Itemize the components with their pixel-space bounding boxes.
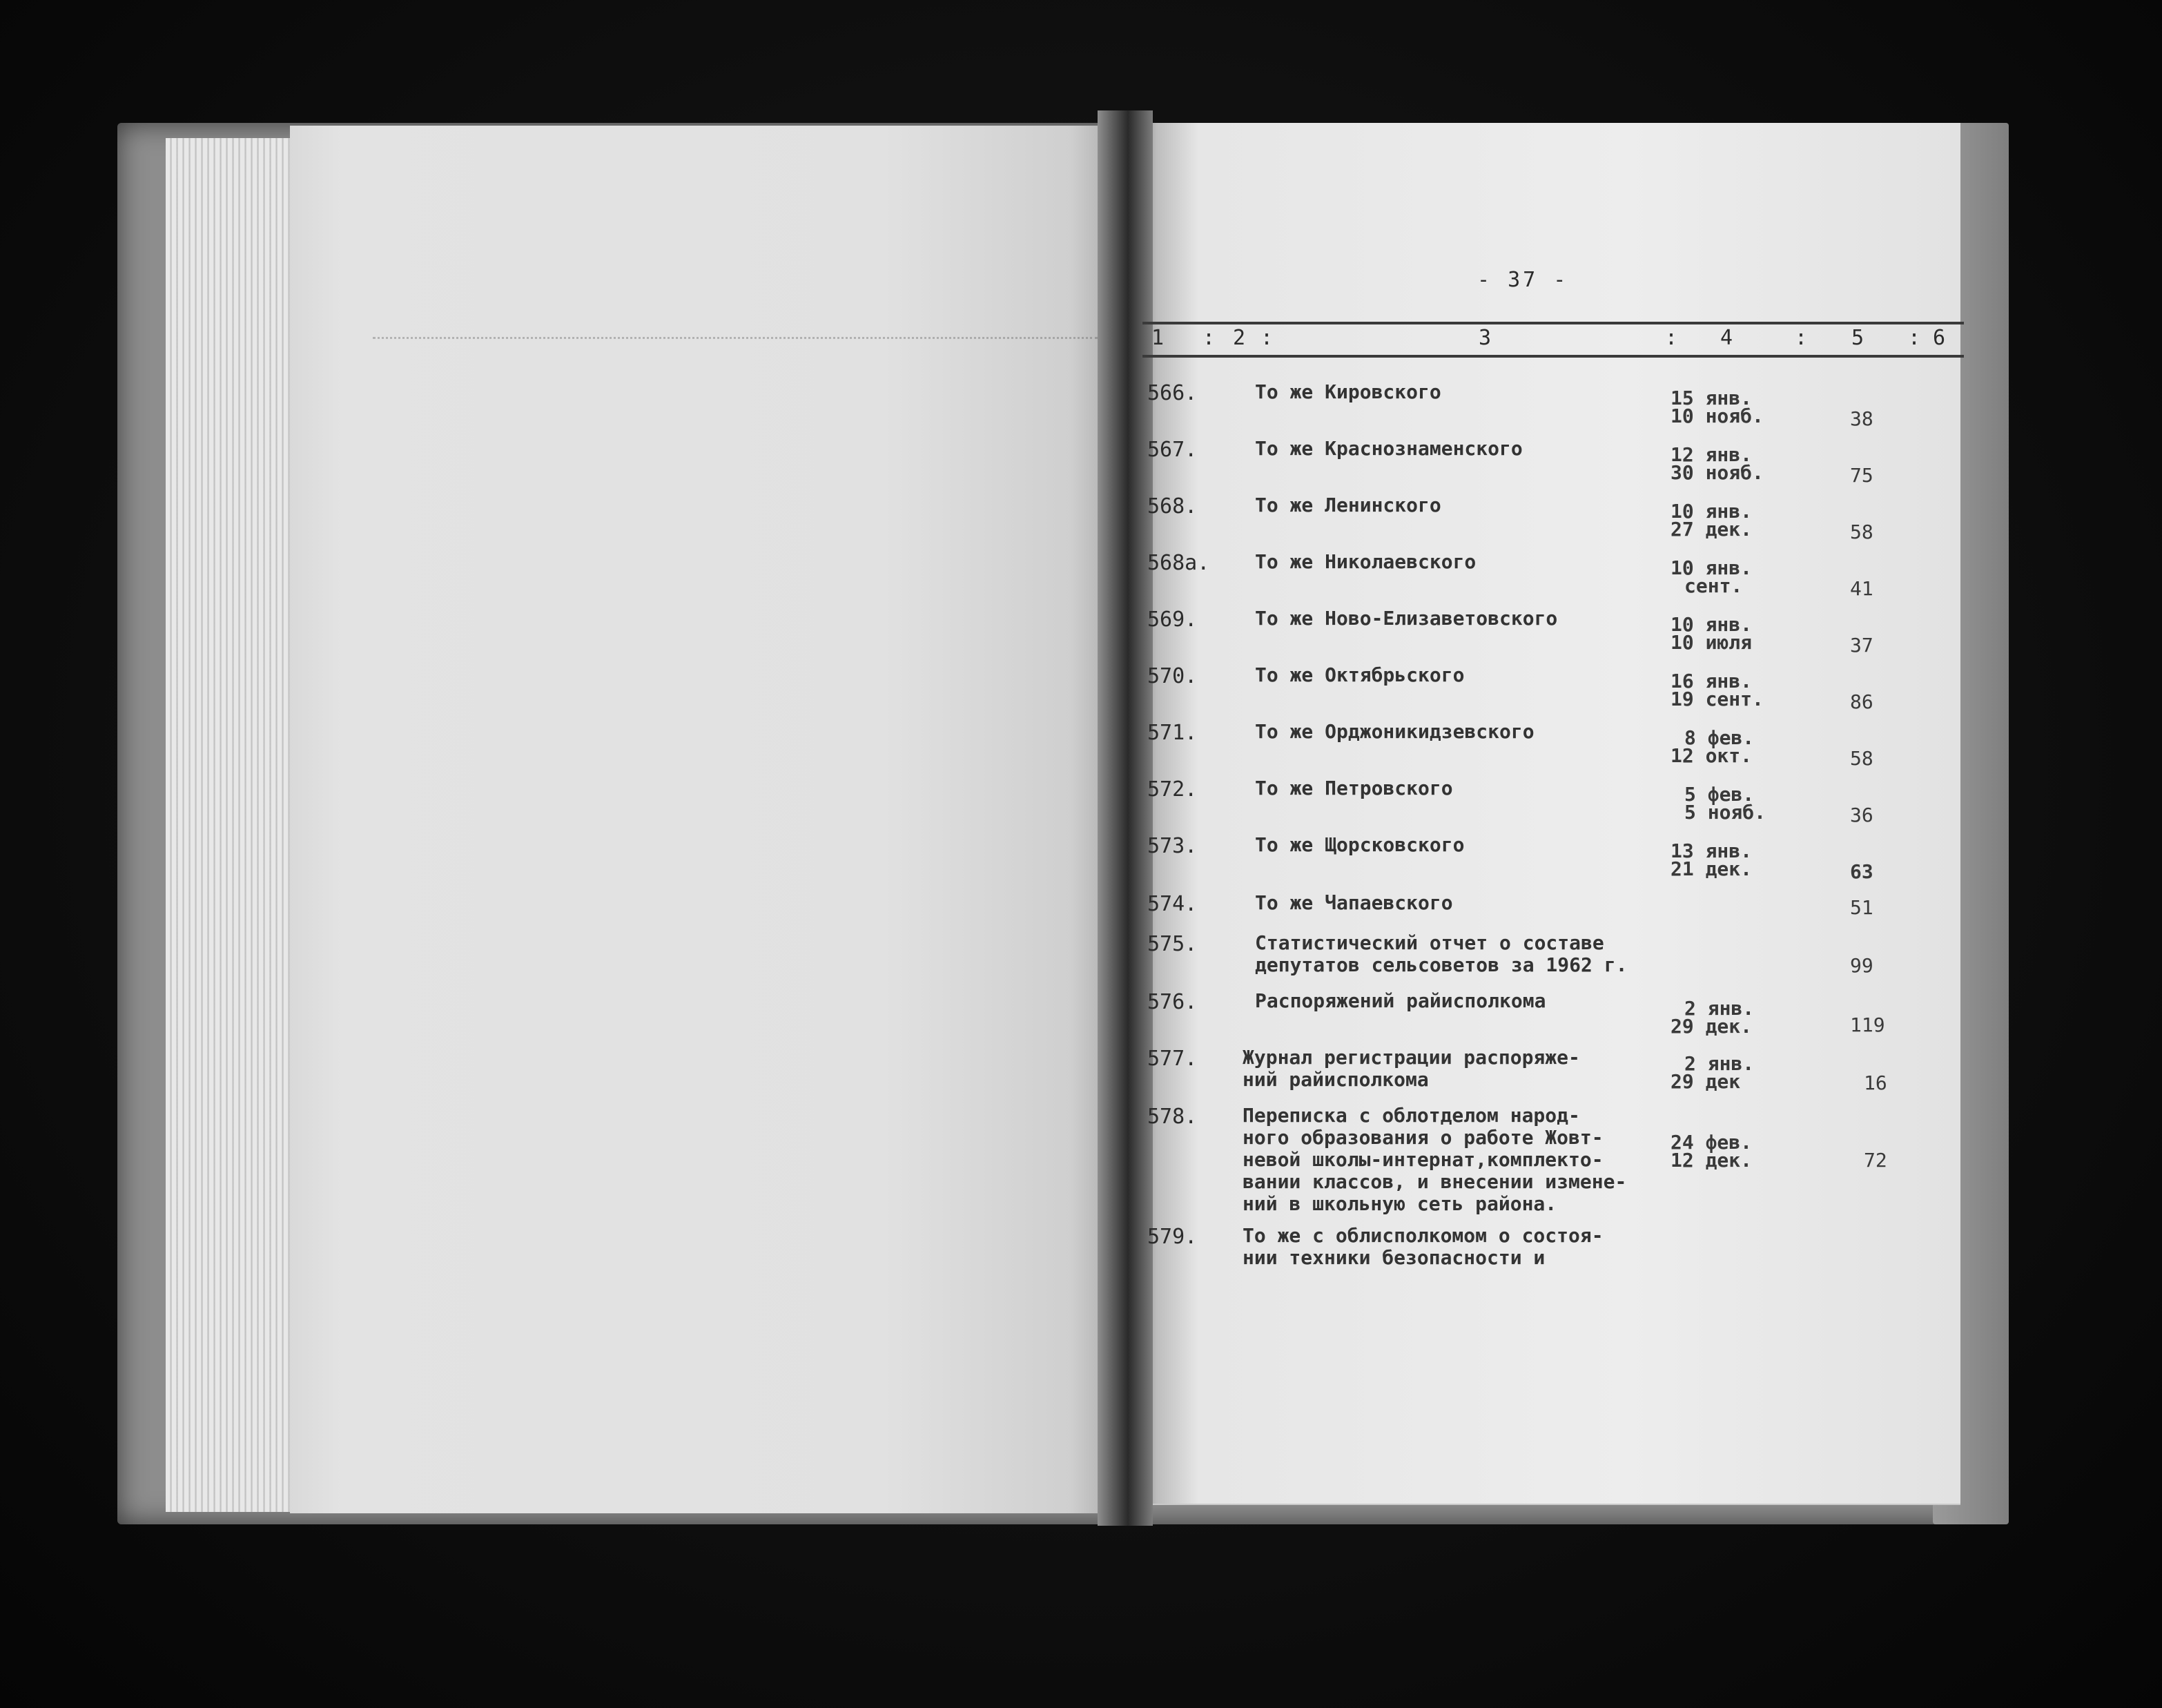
row-date-start: 24 фев. — [1671, 1131, 1753, 1154]
col-head-1: 1 — [1151, 326, 1165, 350]
row-sheet-count: 63 — [1850, 860, 1873, 883]
row-sheet-count: 16 — [1864, 1071, 1887, 1094]
row-number: 571. — [1147, 721, 1198, 745]
row-description: То же Орджоникидзевского — [1255, 720, 1535, 743]
row-date-end: 29 дек. — [1671, 1015, 1753, 1038]
row-number: 576. — [1147, 990, 1198, 1014]
row-date-end: 27 дек. — [1671, 518, 1753, 541]
row-date-end: 12 окт. — [1671, 744, 1753, 767]
row-description: Журнал регистрации распоряже- ний райисполкома — [1243, 1046, 1580, 1091]
row-date-end: сент. — [1684, 574, 1743, 597]
header-top-rule — [1142, 322, 1964, 324]
row-date-start: 8 фев. — [1684, 726, 1755, 749]
row-number: 574. — [1147, 892, 1198, 916]
row-number: 573. — [1147, 834, 1198, 858]
col-head-6: 6 — [1933, 326, 1946, 350]
row-date-end: 10 июля — [1671, 631, 1753, 654]
col-head-5: 5 — [1851, 326, 1864, 350]
row-number: 579. — [1147, 1225, 1198, 1249]
row-description: То же Ленинского — [1255, 494, 1441, 516]
col-head-sep: : — [1665, 326, 1678, 350]
row-description: То же Петровского — [1255, 777, 1453, 799]
row-date-start: 16 янв. — [1671, 670, 1753, 692]
row-number: 568. — [1147, 494, 1198, 518]
row-description: То же Чапаевского — [1255, 891, 1453, 914]
row-date-start: 12 янв. — [1671, 443, 1753, 466]
col-head-sep: : — [1202, 326, 1216, 350]
row-description: То же Кировского — [1255, 380, 1441, 403]
col-head-sep: : — [1795, 326, 1808, 350]
row-date-start: 10 янв. — [1671, 613, 1753, 636]
row-number: 578. — [1147, 1105, 1198, 1129]
row-sheet-count: 75 — [1850, 464, 1873, 487]
row-number: 569. — [1147, 608, 1198, 632]
row-number: 572. — [1147, 777, 1198, 802]
row-number: 566. — [1147, 381, 1198, 405]
row-date-end: 29 дек — [1671, 1070, 1741, 1093]
row-description: То же с облисполкомом о состоя- нии техники безопасности и — [1243, 1224, 1604, 1269]
row-sheet-count: 119 — [1850, 1013, 1885, 1036]
row-sheet-count: 72 — [1864, 1149, 1887, 1172]
row-description: Распоряжений райисполкома — [1255, 989, 1546, 1012]
row-sheet-count: 86 — [1850, 690, 1873, 713]
col-head-4: 4 — [1720, 326, 1733, 350]
row-date-end: 21 дек. — [1671, 857, 1753, 880]
row-date-end: 5 нояб. — [1684, 801, 1766, 824]
row-number: 568а. — [1147, 551, 1210, 575]
row-sheet-count: 99 — [1850, 954, 1873, 977]
row-number: 570. — [1147, 664, 1198, 688]
row-number: 577. — [1147, 1047, 1198, 1071]
row-sheet-count: 58 — [1850, 521, 1873, 543]
header-bottom-rule — [1142, 355, 1964, 358]
row-sheet-count: 51 — [1850, 896, 1873, 919]
row-date-start: 13 янв. — [1671, 840, 1753, 862]
row-sheet-count: 58 — [1850, 747, 1873, 770]
row-date-start: 15 янв. — [1671, 387, 1753, 409]
row-number: 567. — [1147, 438, 1198, 462]
row-date-start: 10 янв. — [1671, 500, 1753, 523]
col-head-2: 2 — [1233, 326, 1246, 350]
row-sheet-count: 36 — [1850, 804, 1873, 826]
row-description: Статистический отчет о составе депутатов сельсоветов за 1962 г. — [1255, 931, 1628, 976]
row-description: То же Краснознаменского — [1255, 437, 1523, 460]
col-head-sep: : — [1260, 326, 1274, 350]
col-head-3: 3 — [1479, 326, 1492, 350]
row-sheet-count: 41 — [1850, 577, 1873, 600]
row-date-start: 5 фев. — [1684, 783, 1755, 806]
row-date-end: 10 нояб. — [1671, 405, 1764, 427]
row-date-start: 2 янв. — [1684, 997, 1755, 1020]
row-date-end: 30 нояб. — [1671, 461, 1764, 484]
row-date-start: 10 янв. — [1671, 556, 1753, 579]
row-date-end: 12 дек. — [1671, 1149, 1753, 1172]
row-description: То же Николаевского — [1255, 550, 1477, 573]
col-head-sep: : — [1908, 326, 1921, 350]
row-description: Переписка с облотделом народ- ного образования о работе Жовт- невой школы-интернат,комплекто- вании классов, и внесении измене- ний в школьную сеть района. — [1243, 1104, 1627, 1215]
row-description: То же Ново-Елизаветовского — [1255, 607, 1558, 630]
row-number: 575. — [1147, 932, 1198, 956]
row-date-end: 19 сент. — [1671, 688, 1764, 710]
row-date-start: 2 янв. — [1684, 1052, 1755, 1075]
row-description: То же Щорсковского — [1255, 833, 1465, 856]
row-sheet-count: 38 — [1850, 407, 1873, 430]
row-description: То же Октябрьского — [1255, 663, 1465, 686]
page-number: - 37 - — [1477, 268, 1569, 292]
row-sheet-count: 37 — [1850, 634, 1873, 657]
